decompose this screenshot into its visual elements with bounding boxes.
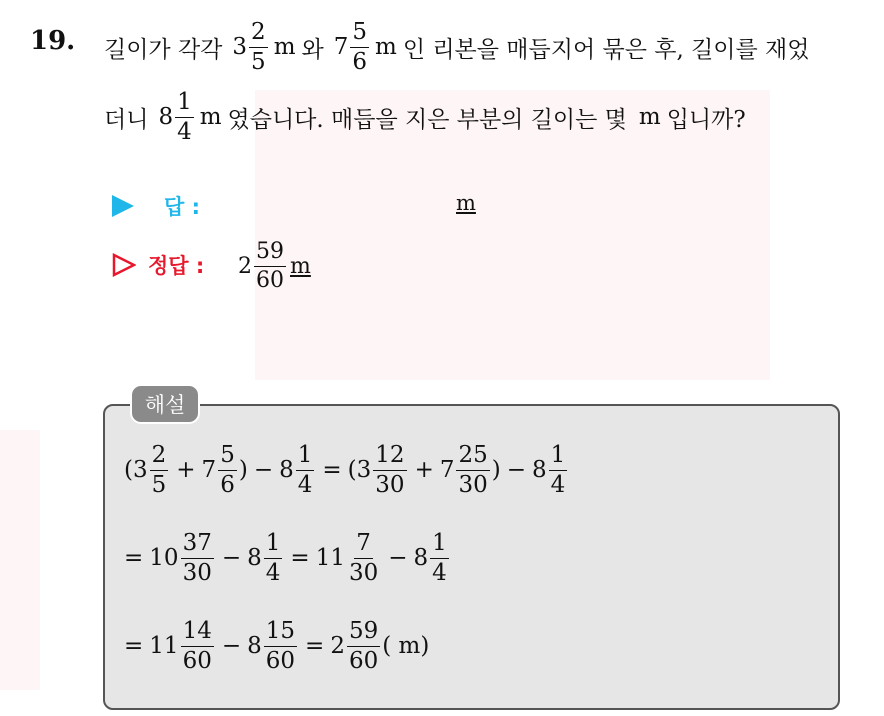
math-token: = <box>124 633 144 659</box>
fraction <box>296 441 315 498</box>
math-token: 4 <box>265 559 281 586</box>
math-token: 30 <box>348 559 379 586</box>
math-token: m <box>290 253 311 279</box>
fraction <box>264 529 283 586</box>
math-token: 인 리본을 매듭지어 묶은 후, 길이를 재었 <box>402 36 810 63</box>
math-token: m <box>199 104 222 130</box>
math-token: + <box>414 457 434 483</box>
correct-answer-row <box>112 250 204 280</box>
math-token: 1 <box>430 532 449 559</box>
math-token: 1 <box>296 444 315 471</box>
math-token: ( <box>347 457 357 483</box>
math-token: 였습니다. 매듭을 지은 부분의 길이는 몇 <box>227 106 627 133</box>
answer-blank-unit[interactable]: m <box>456 191 476 215</box>
explanation-line-1 <box>124 438 569 502</box>
math-token: 11 <box>315 545 345 571</box>
math-token: 4 <box>177 118 192 145</box>
math-token: 4 <box>432 559 447 586</box>
math-token: 30 <box>182 559 212 586</box>
fraction <box>549 441 568 498</box>
fraction <box>347 617 380 674</box>
math-token: 7 <box>439 457 455 483</box>
play-triangle-icon <box>112 195 134 217</box>
math-token: 2 <box>150 444 169 471</box>
math-token: 30 <box>458 471 488 498</box>
math-token: 4 <box>550 471 566 498</box>
math-token: ( <box>124 457 133 483</box>
fraction <box>150 441 169 498</box>
fraction <box>350 18 369 75</box>
math-token: 5 <box>151 471 167 498</box>
math-token: 8 <box>413 545 429 571</box>
math-token: 2 <box>249 21 268 48</box>
fraction <box>175 88 194 145</box>
math-token: 14 <box>181 620 214 647</box>
explanation-tag: 해설 <box>130 384 200 424</box>
fraction <box>456 441 489 498</box>
fraction <box>218 441 237 498</box>
math-token: = <box>124 545 144 571</box>
math-token: 10 <box>149 545 179 571</box>
math-token: 37 <box>181 532 214 559</box>
math-token: 30 <box>375 471 405 498</box>
math-token: 2 <box>238 253 252 279</box>
question-text: 길이가 각각 <box>104 36 223 63</box>
math-token: 59 <box>254 241 286 267</box>
math-token: 8 <box>532 457 547 483</box>
math-token: m <box>638 104 661 130</box>
math-token: 더니 <box>104 106 149 133</box>
math-token: 8 <box>158 104 174 130</box>
math-token: − <box>221 633 242 659</box>
math-token: 8 <box>247 633 262 659</box>
fraction <box>264 617 297 674</box>
math-token: ) <box>238 457 248 483</box>
math-token: = <box>290 545 310 571</box>
math-token: 60 <box>182 647 212 674</box>
math-token: 15 <box>264 620 297 647</box>
math-token: 6 <box>220 471 235 498</box>
explanation-line-3 <box>124 614 429 678</box>
math-token: 8 <box>247 545 262 571</box>
fraction <box>181 617 214 674</box>
math-token: 3 <box>132 457 148 483</box>
math-token: ) <box>491 457 501 483</box>
question-number: 19. <box>30 26 76 56</box>
math-token: 6 <box>352 48 367 75</box>
math-token: m <box>375 34 397 60</box>
explanation-line-2 <box>124 526 451 590</box>
math-token: m <box>273 34 296 60</box>
math-token: 60 <box>265 647 296 674</box>
outline-triangle-icon <box>112 253 136 277</box>
math-token: 60 <box>256 267 284 293</box>
math-token: 7 <box>333 34 349 60</box>
math-token: 4 <box>297 471 313 498</box>
math-token: 8 <box>279 457 294 483</box>
answer-label: 답 : <box>164 195 200 219</box>
math-token: 5 <box>350 21 369 48</box>
fraction <box>181 529 214 586</box>
math-token: 입니까? <box>666 106 746 133</box>
math-token: 1 <box>175 91 194 118</box>
math-token: 60 <box>348 647 379 674</box>
fraction <box>254 238 286 293</box>
fraction <box>347 529 380 586</box>
math-token: − <box>221 545 242 571</box>
math-token: 11 <box>149 633 179 659</box>
question-line-1 <box>104 18 809 76</box>
math-token: 1 <box>264 532 283 559</box>
math-token: ( m) <box>382 633 430 659</box>
math-token: 3 <box>356 457 372 483</box>
fraction <box>430 529 449 586</box>
math-token: 1 <box>549 444 568 471</box>
math-token: 와 <box>301 36 324 63</box>
math-token: 5 <box>251 48 266 75</box>
math-token: 7 <box>201 457 217 483</box>
math-token: 2 <box>330 633 345 659</box>
math-token: − <box>388 545 408 571</box>
answer-row <box>112 191 200 221</box>
question-line-2 <box>104 88 746 146</box>
math-token: 59 <box>347 620 380 647</box>
math-token: = <box>322 457 342 483</box>
watermark-block <box>0 430 40 690</box>
math-token: − <box>506 457 527 483</box>
fraction <box>373 441 406 498</box>
math-token: 3 <box>232 34 248 60</box>
math-token: = <box>305 633 325 659</box>
math-token: + <box>176 457 196 483</box>
math-token: 12 <box>373 444 406 471</box>
fraction <box>249 18 268 75</box>
math-token: 25 <box>456 444 489 471</box>
math-token: − <box>253 457 274 483</box>
correct-answer-value <box>238 236 311 296</box>
math-token: 5 <box>218 444 237 471</box>
math-token: 7 <box>354 532 373 559</box>
correct-label: 정답 : <box>148 254 205 278</box>
